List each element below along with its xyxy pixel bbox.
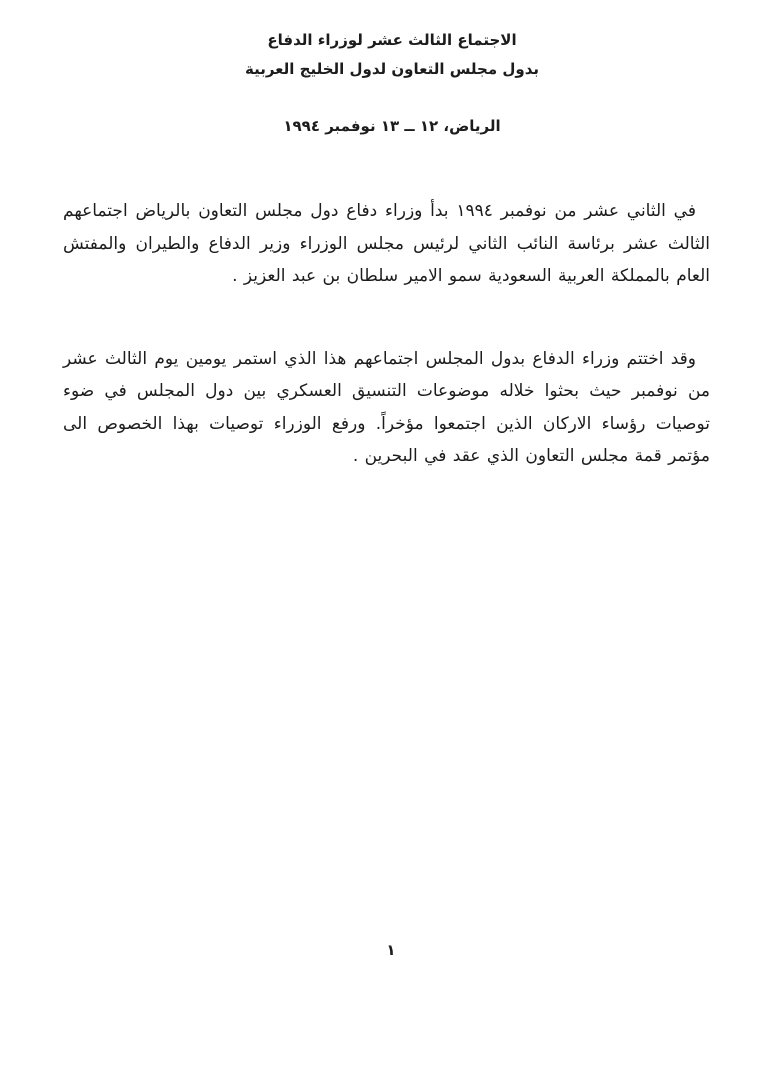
page-number: ١ [386,941,396,959]
document-header [0,0,762,135]
document-title-line-2: بدول مجلس التعاون لدول الخليج العربية [245,60,539,78]
document-date-line: الرياض، ١٢ ــ ١٣ نوفمبر ١٩٩٤ [283,117,501,135]
document-title-line-1: الاجتماع الثالث عشر لوزراء الدفاع [267,31,517,49]
paragraph-opening-meeting: في الثاني عشر من نوفمبر ١٩٩٤ بدأ وزراء دفاع دول مجلس التعاون بالرياض اجتماعهم الثالث عشر برئاسة النائب الثاني لرئيس مجلس الوزراء وزير الدفاع والطيران والمفتش العام بالمملكة العربية السعودية سمو الامير سلطان بن عبد العزيز . [63,201,710,286]
paragraph-closing-meeting: وقد اختتم وزراء الدفاع بدول المجلس اجتماعهم هذا الذي استمر يومين يوم الثالث عشر من نوفمبر حيث بحثوا خلاله موضوعات التنسيق العسكري بين دول المجلس في ضوء توصيات رؤساء الاركان الذين اجتمعوا مؤخراً. ورفع الوزراء توصيات بهذا الخصوص الى مؤتمر قمة مجلس التعاون الذي عقد في البحرين . [63,348,710,466]
document-body [0,195,762,473]
